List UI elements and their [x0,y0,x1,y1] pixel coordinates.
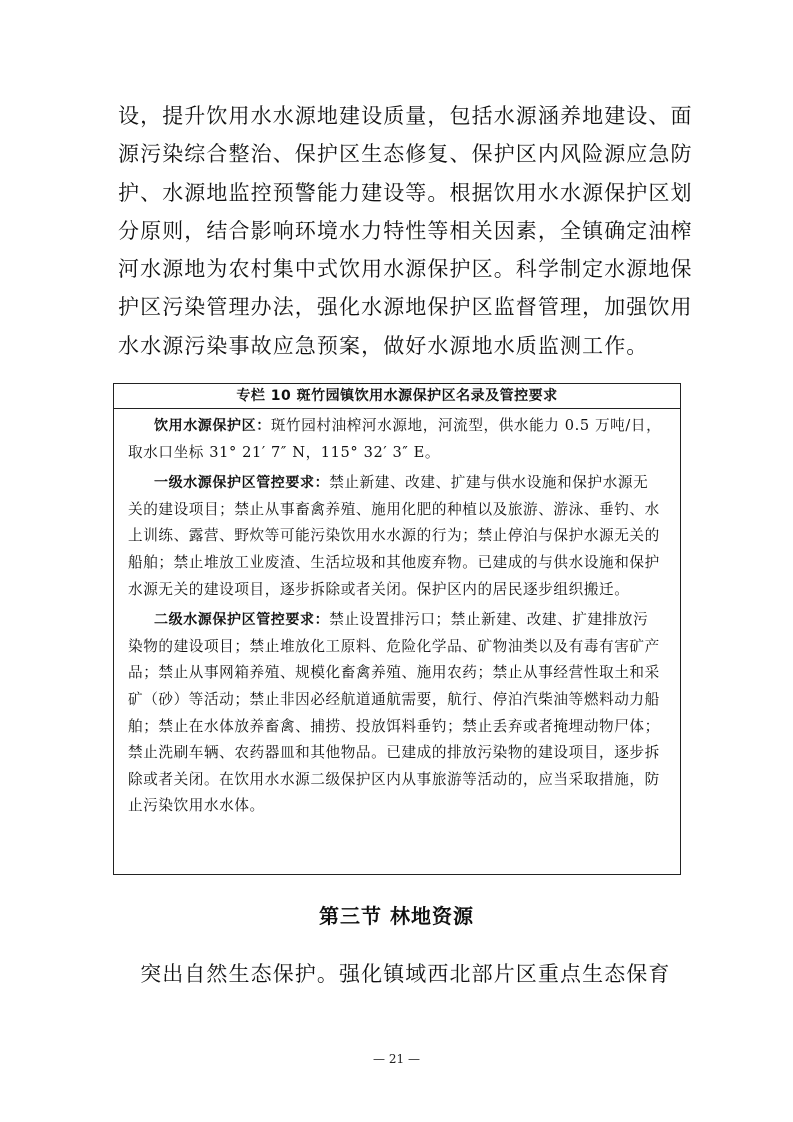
box-line: 品；禁止从事网箱养殖、规模化畜禽养殖、施用农药；禁止从事经营性取土和采 [128,664,660,682]
intro-line: 分原则，结合影响环境水力特性等相关因素，全镇确定油榨 [118,218,693,243]
intro-line: 水水源污染事故应急预案，做好水源地水质监测工作。 [118,333,649,358]
box-line: 水源无关的建设项目，逐步拆除或者关闭。保护区内的居民逐步组织搬迁。 [128,580,630,598]
section-line: 突出自然生态保护。强化镇域西北部片区重点生态保育 [118,962,671,986]
box-line [128,470,666,497]
intro-line: 河水源地为农村集中式饮用水源保护区。科学制定水源地保 [118,257,693,282]
intro-line: 护、水源地监控预警能力建设等。根据饮用水水源保护区划 [118,180,693,205]
level2-text: 禁止设置排污口；禁止新建、改建、扩建排放污 [329,611,649,629]
level1-text: 禁止新建、改建、扩建与供水设施和保护水源无 [329,474,649,492]
intro-line: 护区污染管理办法，强化水源地保护区监督管理，加强饮用 [118,295,693,320]
intro-paragraph [118,97,693,365]
section-heading: 第三节 林地资源 [319,904,474,928]
box-line: 上训练、露营、野炊等可能污染饮用水水源的行为；禁止停泊与保护水源无关的 [128,527,660,545]
box-line: 止污染饮用水水体。 [128,797,265,815]
box-line: 关的建设项目；禁止从事畜禽养殖、施用化肥的种植以及旅游、游泳、垂钓、水 [128,500,660,518]
box-line: 除或者关闭。在饮用水水源二级保护区内从事旅游等活动的，应当采取措施，防 [128,770,660,788]
box-line [128,413,666,440]
intro-line: 源污染综合整治、保护区生态修复、保护区内风险源应急防 [118,142,693,167]
section-paragraph [118,955,680,993]
box-line: 染物的建设项目；禁止堆放化工原料、危险化学品、矿物油类以及有毒有害矿产 [128,637,660,655]
page-number: — 21 — [373,1052,420,1066]
box-line: 禁止洗刷车辆、农药器皿和其他物品。已建成的排放污染物的建设项目，逐步拆 [128,744,660,762]
box-body [114,409,680,820]
level2-label: 二级水源保护区管控要求： [154,612,330,629]
box-line [128,607,666,634]
box-title: 专栏 10 斑竹园镇饮用水源保护区名录及管控要求 [114,384,680,409]
box-line: 船舶；禁止堆放工业废渣、生活垃圾和其他废弃物。已建成的与供水设施和保护 [128,553,660,571]
level1-label: 一级水源保护区管控要求： [154,475,330,492]
box-line: 取水口坐标 31° 21′ 7″ N，115° 32′ 3″ E。 [128,443,441,461]
box-line: 舶；禁止在水体放养畜禽、捕捞、投放饵料垂钓；禁止丢弃或者掩埋动物尸体； [128,717,660,735]
info-box [113,383,681,875]
water-source-label: 饮用水源保护区： [154,418,271,434]
water-source-text: 斑竹园村油榨河水源地，河流型，供水能力 0.5 万吨/日， [270,417,662,434]
intro-line: 设，提升饮用水水源地建设质量，包括水源涵养地建设、面 [118,104,693,128]
box-line: 矿（砂）等活动；禁止非因必经航道通航需要，航行、停泊汽柴油等燃料动力船 [128,690,660,708]
